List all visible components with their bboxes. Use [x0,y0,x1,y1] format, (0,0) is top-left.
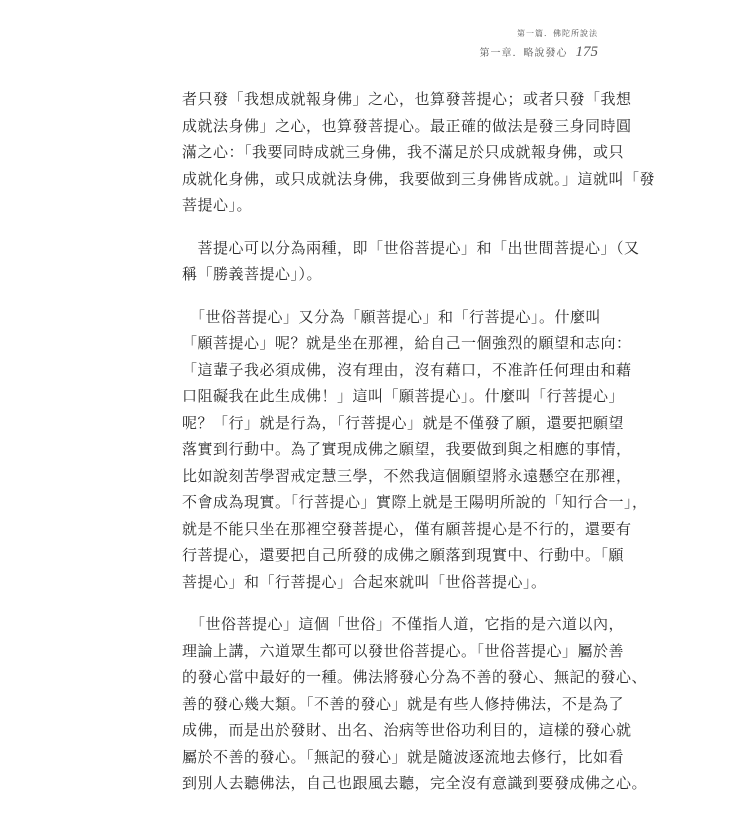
paragraph [182,86,656,219]
text-line: 菩提心」和「行菩提心」合起來就叫「世俗菩提心」。 [182,572,547,591]
paragraph [182,235,640,288]
text-line: 「願菩提心」呢？就是坐在那裡，給自己一個強烈的願望和志向： [182,334,632,352]
text-line: 就是不能只坐在那裡空發菩提心，僅有願菩提心是不行的，還要有 [182,519,632,538]
chapter-line [480,44,599,61]
text-line: 「這輩子我必須成佛，沒有理由，沒有藉口，不准許任何理由和藉 [182,360,632,379]
text-line: 成佛，而是出於發財、出名、治病等世俗功利目的，這樣的發心就 [182,721,632,739]
text-line: 成就化身佛，或只成就法身佛，我要做到三身佛皆成就。」這就叫「發 [182,169,656,188]
text-line: 落實到行動中。為了實現成佛之願望，我要做到與之相應的事情， [182,440,632,458]
text-line: 菩提心可以分為兩種，即「世俗菩提心」和「出世間菩提心」（又 [182,238,640,257]
paragraph [182,304,648,596]
running-header [480,28,599,61]
chapter-title: 第一章．略說發心 [479,48,568,59]
text-line: 的發心當中最好的一種。佛法將發心分為不善的發心、無記的發心、 [182,668,648,686]
text-line: 行菩提心，還要把自己所發的成佛之願落到現實中、行動中。「願 [182,546,625,564]
text-line: 滿之心：「我要同時成就三身佛，我不滿足於只成就報身佛，或只 [182,143,625,161]
text-line: 者只發「我想成就報身佛」之心，也算發菩提心；或者只發「我想 [182,90,632,108]
text-line: 到別人去聽佛法，自己也跟風去聽，完全沒有意識到要發成佛之心。 [182,774,648,792]
body-text [182,86,656,813]
text-line: 呢？「行」就是行為，「行菩提心」就是不僅發了願，還要把願望 [182,413,625,432]
text-line: 「世俗菩提心」這個「世俗」不僅指人道，它指的是六道以內， [182,615,625,633]
text-line: 善的發心幾大類。「不善的發心」就是有些人修持佛法，不是為了 [182,694,625,713]
paragraph [182,611,648,797]
text-line: 菩提心」。 [182,196,253,214]
text-line: 屬於不善的發心。「無記的發心」就是隨波逐流地去修行，比如看 [182,747,625,766]
text-line: 不會成為現實。「行菩提心」實際上就是王陽明所說的「知行合一」， [182,493,648,511]
part-title: 第一篇．佛陀所說法 [517,29,598,38]
text-line: 比如說刻苦學習戒定慧三學，不然我這個願望將永遠懸空在那裡， [182,466,632,485]
text-line: 理論上講，六道眾生都可以發世俗菩提心。「世俗菩提心」屬於善 [182,641,625,660]
text-line: 成就法身佛」之心，也算發菩提心。最正確的做法是發三身同時圓 [182,116,632,135]
text-line: 「世俗菩提心」又分為「願菩提心」和「行菩提心」。什麼叫 [182,307,602,326]
page-number: 175 [575,44,598,60]
text-line: 稱「勝義菩提心」）。 [182,265,323,283]
text-line: 口阻礙我在此生成佛！」這叫「願菩提心」。什麼叫「行菩提心」 [182,387,625,405]
